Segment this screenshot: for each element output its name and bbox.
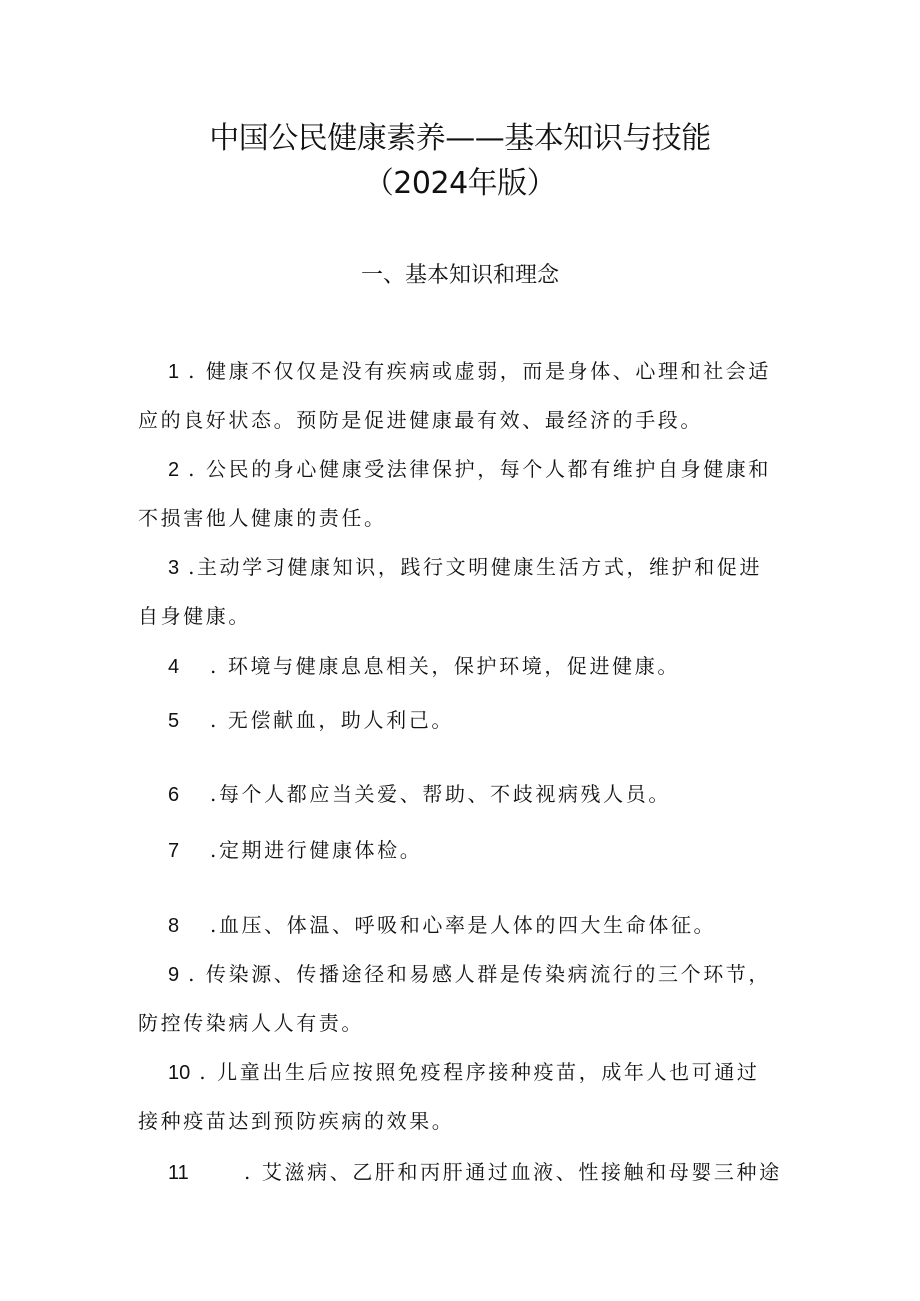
item-number: 5 xyxy=(168,710,180,732)
list-item xyxy=(138,650,788,679)
item-text: .定期进行健康体检。 xyxy=(210,838,423,862)
item-first-line xyxy=(138,551,788,580)
item-text: . 健康不仅仅是没有疾病或虚弱，而是身体、心理和社会适 xyxy=(179,359,771,383)
item-text: . 艾滋病、乙肝和丙肝通过血液、性接触和母婴三种途 xyxy=(244,1160,782,1184)
list-item xyxy=(138,453,788,531)
list-item xyxy=(138,704,788,733)
item-first-line xyxy=(138,704,788,733)
list-item xyxy=(138,551,788,629)
item-number: 2 xyxy=(168,459,180,481)
document-subtitle: （2024年版） xyxy=(363,166,557,201)
item-number: 10 xyxy=(168,1062,191,1084)
item-text: . 环境与健康息息相关，保护环境，促进健康。 xyxy=(210,654,680,678)
list-item xyxy=(138,778,788,807)
item-text: . 公民的身心健康受法律保护，每个人都有维护自身健康和 xyxy=(179,457,771,481)
item-text: . 无偿献血，助人利己。 xyxy=(210,708,454,732)
item-first-line xyxy=(138,355,788,384)
item-continuation: 防控传染病人人有责。 xyxy=(138,1011,364,1035)
item-continuation: 自身健康。 xyxy=(138,604,251,628)
item-number: 7 xyxy=(168,840,180,862)
item-text: . 儿童出生后应按照免疫程序接种疫苗，成年人也可通过 xyxy=(190,1060,760,1084)
item-text: .主动学习健康知识，践行文明健康生活方式，维护和促进 xyxy=(179,555,763,579)
item-first-line xyxy=(138,650,788,679)
list-item xyxy=(138,355,788,433)
item-first-line xyxy=(138,778,788,807)
list-item xyxy=(138,834,788,863)
item-number: 4 xyxy=(168,656,180,678)
item-continuation: 应的良好状态。预防是促进健康最有效、最经济的手段。 xyxy=(138,408,703,432)
item-continuation: 不损害他人健康的责任。 xyxy=(138,506,387,530)
item-text: .每个人都应当关爱、帮助、不歧视病残人员。 xyxy=(210,782,671,806)
item-first-line xyxy=(138,453,788,482)
item-number: 11 xyxy=(168,1162,189,1184)
list-item xyxy=(138,909,788,938)
item-first-line xyxy=(138,1056,788,1085)
item-number: 1 xyxy=(168,361,180,383)
item-first-line xyxy=(138,909,788,938)
list-item xyxy=(138,1056,788,1134)
item-continuation: 接种疫苗达到预防疾病的效果。 xyxy=(138,1109,455,1133)
item-first-line xyxy=(138,834,788,863)
item-first-line xyxy=(138,1156,788,1185)
document-title: 中国公民健康素养——基本知识与技能 xyxy=(209,121,711,156)
item-number: 9 xyxy=(168,964,180,986)
item-number: 3 xyxy=(168,557,180,579)
item-first-line xyxy=(138,958,788,987)
item-number: 8 xyxy=(168,915,180,937)
item-text: .血压、体温、呼吸和心率是人体的四大生命体征。 xyxy=(210,913,717,937)
item-text: . 传染源、传播途径和易感人群是传染病流行的三个环节， xyxy=(179,962,771,986)
list-item xyxy=(138,1156,788,1185)
list-item xyxy=(138,958,788,1036)
section-heading: 一、基本知识和理念 xyxy=(360,263,559,288)
item-number: 6 xyxy=(168,784,180,806)
